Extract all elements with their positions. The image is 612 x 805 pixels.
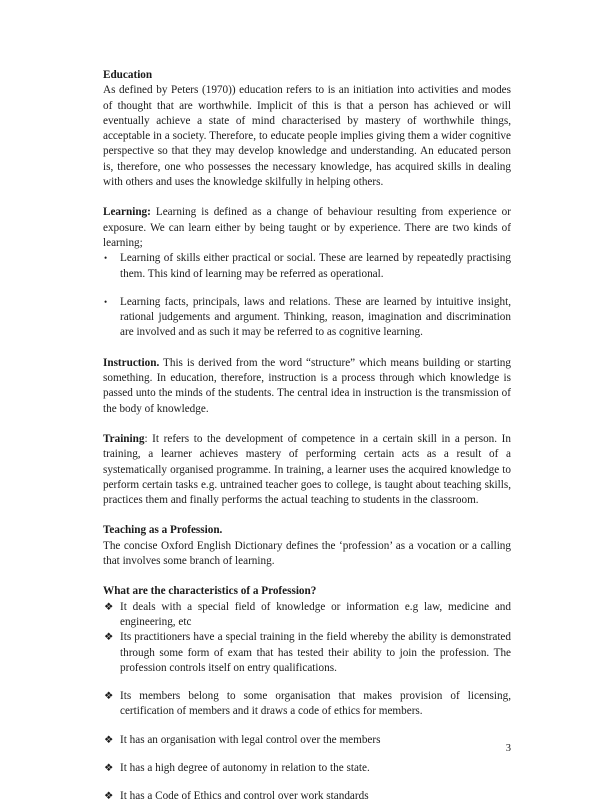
- paragraph-training-text: : It refers to the development of competence in a certain skill in a person. In training, a learner achieves mastery of performing certain acts as a result of a systematically organised programme. In training, a learner uses the acquired knowledge to perform certain tasks e.g. untrained teacher goes to college, is taught about teaching skills, practices them and finally performs the actual teaching to students in the classroom.: [103, 432, 511, 507]
- list-item-text: Learning facts, principals, laws and relations. These are learned by intuitive insight, rational judgements and argument. Thinking, reason, imagination and discrimination are involved and as such it may be referred to as cognitive learning.: [120, 295, 511, 339]
- bullet-diamond-icon: ❖: [104, 762, 114, 774]
- paragraph-learning-text: Learning is defined as a change of behaviour resulting from experience or exposure. We can learn either by being taught or by experience. There are two kinds of learning;: [103, 206, 511, 249]
- characteristics-bullet-list: [103, 600, 511, 805]
- paragraph-instruction: [103, 356, 511, 417]
- list-item: [103, 630, 511, 676]
- bullet-dot-icon: •: [104, 253, 108, 264]
- section-heading-teaching-as-a-profession: Teaching as a Profession.: [103, 524, 223, 537]
- list-item: [103, 761, 511, 776]
- lead-in-training: Training: [103, 432, 145, 445]
- list-item-text: It deals with a special field of knowledge or information e.g law, medicine and engineering, etc: [120, 600, 511, 628]
- spacer: [103, 341, 511, 356]
- paragraph-instruction-text: This is derived from the word “structure” which means building or starting something. In education, therefore, instruction is a process through which knowledge is passed unto the minds of the students. The central idea in instruction is the transmission of the body of knowledge.: [103, 356, 511, 415]
- bullet-diamond-icon: ❖: [104, 691, 114, 703]
- list-item-text: Its practitioners have a special training in the field whereby the ability is demonstrated through some form of exam that has tested their ability to join the profession. The profession controls itself on entry qualifications.: [120, 631, 511, 674]
- lead-in-instruction: Instruction.: [103, 356, 160, 369]
- spacer: [103, 508, 511, 523]
- list-item-text: Learning of skills either practical or social. These are learned by repeatedly practising them. This kind of learning may be referred as operational.: [120, 252, 511, 280]
- paragraph-teaching-as-a-profession: The concise Oxford English Dictionary defines the ‘profession’ as a vocation or a calling that involves some branch of learning.: [103, 539, 511, 568]
- list-item: [103, 600, 511, 631]
- paragraph-learning: [103, 205, 511, 251]
- spacer: [103, 417, 511, 432]
- list-item: [103, 295, 511, 341]
- paragraph-education: As defined by Peters (1970)) education refers to is an initiation into activities and modes of thought that are worthwhile. Implicit of this is that a person has achieved or will eventually achieve a state of mind characterised by mastery of worthwhile things, acceptable in a society. Therefore, to educate people implies giving them a wider cognitive perspective so that they may develop knowledge and understanding. An educated person is, therefore, one who possesses the necessary knowledge, has acquired skills in dealing with others and uses the knowledge skilfully in helping others.: [103, 84, 511, 189]
- lead-in-learning: Learning:: [103, 206, 151, 219]
- list-item: [103, 689, 511, 720]
- bullet-diamond-icon: ❖: [104, 791, 114, 803]
- paragraph-training: [103, 432, 511, 508]
- spacer: [103, 190, 511, 205]
- section-heading-education: Education: [103, 69, 153, 81]
- list-item-text: It has a high degree of autonomy in relation to the state.: [120, 761, 370, 774]
- list-item: [103, 251, 511, 282]
- learning-bullet-list: [103, 251, 511, 340]
- bullet-diamond-icon: ❖: [104, 734, 114, 746]
- spacer: [103, 569, 511, 584]
- list-item: [103, 733, 511, 748]
- page-number: 3: [505, 743, 511, 754]
- bullet-diamond-icon: ❖: [104, 632, 114, 644]
- list-item-text: Its members belong to some organisation that makes provision of licensing, certification of members and it draws a code of ethics for members.: [120, 690, 511, 718]
- list-item-text: It has an organisation with legal control over the members: [120, 733, 381, 746]
- document-body: [103, 68, 511, 805]
- bullet-dot-icon: •: [104, 296, 108, 307]
- bullet-diamond-icon: ❖: [104, 601, 114, 613]
- list-item-text: It has a Code of Ethics and control over work standards: [120, 790, 369, 803]
- section-heading-characteristics: What are the characteristics of a Profession?: [103, 585, 317, 598]
